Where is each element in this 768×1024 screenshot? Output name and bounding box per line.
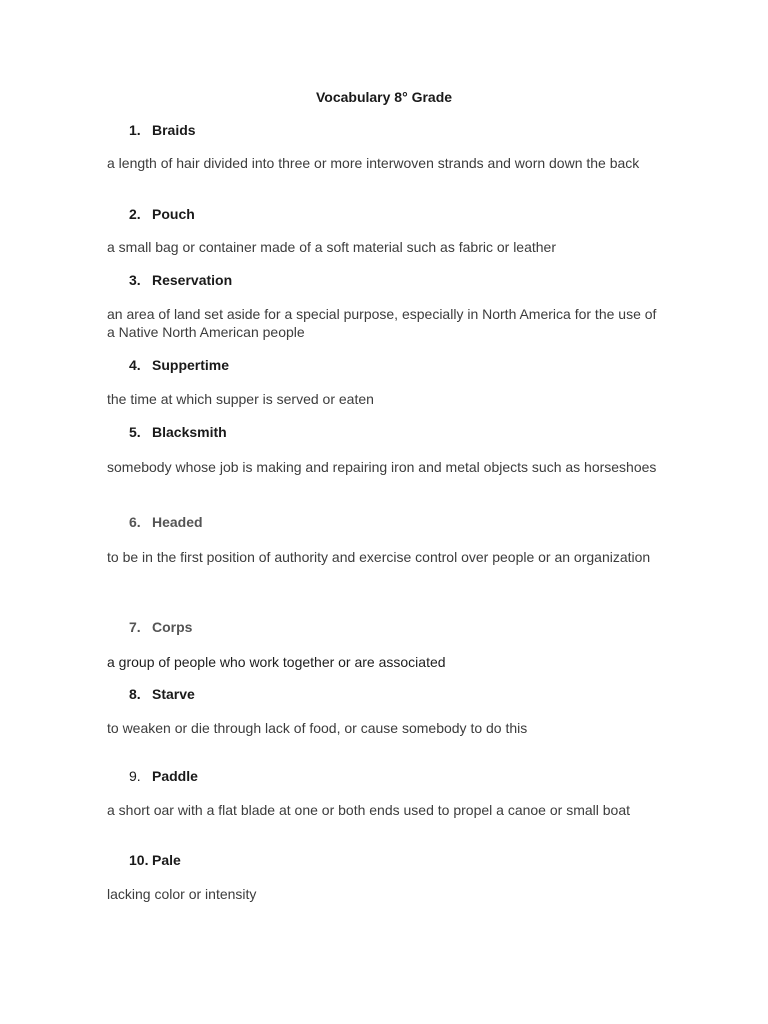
term-word: Suppertime <box>152 357 230 373</box>
term-number: 8. <box>129 686 141 702</box>
term-heading <box>129 852 181 868</box>
term-word: Reservation <box>152 272 233 288</box>
term-heading <box>129 424 227 440</box>
term-definition: a small bag or container made of a soft material such as fabric or leather <box>107 239 556 255</box>
term-definition: lacking color or intensity <box>107 886 257 902</box>
term-heading <box>129 206 195 222</box>
term-word: Braids <box>152 122 196 138</box>
term-definition: an area of land set aside for a special purpose, especially in North America for the use of a Native North American people <box>107 306 657 340</box>
term-heading <box>129 514 203 530</box>
term-number: 7. <box>129 619 141 635</box>
term-number: 3. <box>129 272 141 288</box>
term-number: 1. <box>129 122 141 138</box>
term-definition: to be in the first position of authority and exercise control over people or an organization <box>107 549 651 565</box>
term-definition: the time at which supper is served or eaten <box>107 391 374 407</box>
term-heading <box>129 619 192 635</box>
term-heading <box>129 272 232 288</box>
term-word: Headed <box>152 514 203 530</box>
term-heading <box>129 768 198 784</box>
term-number: 6. <box>129 514 141 530</box>
term-word: Paddle <box>152 768 198 784</box>
term-heading <box>129 357 229 373</box>
term-heading <box>129 686 195 702</box>
term-definition: a group of people who work together or are associated <box>107 654 446 670</box>
term-number: 10. <box>129 852 149 868</box>
page-title: Vocabulary 8° Grade <box>315 89 453 105</box>
term-word: Blacksmith <box>152 424 227 440</box>
term-word: Pouch <box>152 206 195 222</box>
term-definition: a short oar with a flat blade at one or both ends used to propel a canoe or small boat <box>107 802 630 818</box>
term-definition: somebody whose job is making and repairing iron and metal objects such as horseshoes <box>107 459 657 475</box>
term-number: 4. <box>129 357 141 373</box>
term-definition: to weaken or die through lack of food, or cause somebody to do this <box>107 720 528 736</box>
term-heading <box>129 122 196 138</box>
term-number: 2. <box>129 206 141 222</box>
term-number: 5. <box>129 424 141 440</box>
term-definition: a length of hair divided into three or more interwoven strands and worn down the back <box>107 155 640 171</box>
term-word: Starve <box>152 686 195 702</box>
term-number: 9. <box>129 768 141 784</box>
term-word: Corps <box>152 619 193 635</box>
term-word: Pale <box>152 852 181 868</box>
